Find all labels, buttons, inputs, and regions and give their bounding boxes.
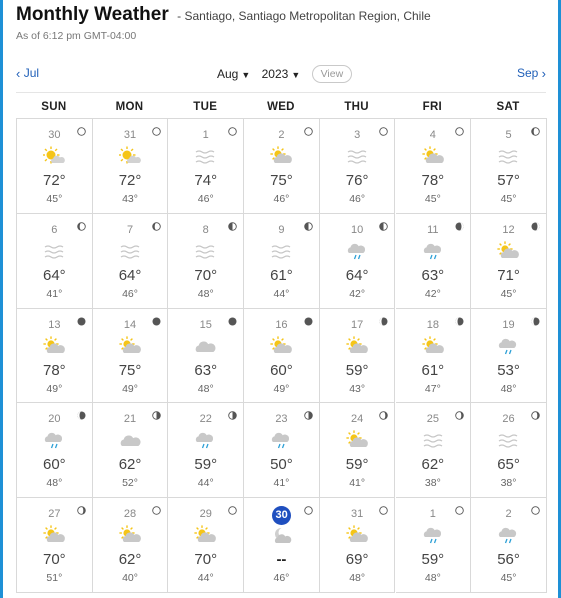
day-cell[interactable]	[93, 309, 169, 404]
month-select-value: Aug	[217, 67, 239, 81]
low-temperature: 41°	[273, 477, 290, 490]
moon-phase-full-icon	[455, 123, 464, 132]
low-temperature: 42°	[349, 287, 366, 300]
low-temperature: 49°	[122, 382, 138, 395]
high-temperature: 56°	[497, 551, 520, 569]
day-date: 28	[123, 508, 137, 521]
low-temperature: 46°	[273, 572, 290, 585]
day-date: 1	[202, 129, 209, 141]
day-date: 21	[123, 413, 137, 426]
low-temperature: 52°	[122, 477, 138, 490]
month-year-selectors	[217, 65, 352, 83]
day-date: 31	[123, 129, 137, 141]
day-date: 6	[51, 223, 58, 236]
year-select[interactable]	[262, 67, 301, 81]
moon-phase-waxing-crescent-icon	[531, 313, 540, 322]
day-date: 20	[48, 413, 61, 426]
moon-phase-full-icon	[152, 123, 161, 132]
high-temperature: 59°	[345, 361, 369, 379]
weather-partly-cloudy-icon	[346, 430, 370, 450]
moon-phase-first-quarter-icon	[228, 407, 237, 416]
next-month-label: Sep	[516, 66, 539, 80]
location-label: - Santiago, Santiago Metropolitan Region, Chile	[177, 9, 431, 23]
high-temperature: 60°	[270, 361, 293, 379]
weather-fog-icon	[194, 241, 218, 261]
high-temperature: 69°	[345, 551, 369, 569]
weekday-header-sat: SAT	[496, 101, 520, 113]
high-temperature: 70°	[43, 551, 66, 569]
low-temperature: 46°	[273, 193, 290, 205]
low-temperature: 45°	[500, 287, 517, 300]
weekday-header-mon: MON	[115, 101, 144, 113]
moon-phase-waxing-crescent-icon	[77, 407, 86, 416]
high-temperature: 59°	[345, 456, 369, 474]
weather-night-cloudy-icon	[270, 525, 294, 545]
high-temperature: 59°	[194, 456, 218, 474]
moon-phase-waxing-gibbous-icon	[379, 407, 388, 416]
high-temperature: 64°	[43, 266, 66, 284]
chevron-right-icon: ›	[541, 66, 546, 81]
day-date: 12	[502, 223, 515, 236]
weekday-header-thu: THU	[344, 101, 369, 113]
high-temperature: 76°	[345, 172, 369, 189]
weather-partly-cloudy-icon	[119, 336, 143, 356]
high-temperature: 72°	[43, 172, 66, 189]
year-select-value: 2023	[261, 67, 289, 81]
weekday-header-tue: TUE	[193, 101, 218, 113]
day-cell[interactable]	[471, 498, 547, 593]
high-temperature: 63°	[194, 361, 218, 379]
day-cell[interactable]	[471, 119, 547, 214]
page-title: Monthly Weather	[16, 4, 169, 25]
day-date: 13	[48, 318, 61, 331]
weather-partly-cloudy-icon	[270, 336, 294, 356]
day-date: 8	[202, 223, 209, 236]
moon-phase-waxing-crescent-icon	[379, 313, 388, 322]
day-cell[interactable]	[471, 214, 547, 309]
low-temperature: 45°	[500, 193, 517, 205]
day-cell[interactable]	[320, 309, 396, 404]
weekday-header-sun: SUN	[41, 101, 67, 113]
moon-phase-full-icon	[379, 123, 388, 132]
low-temperature: 48°	[46, 477, 63, 490]
high-temperature: 70°	[194, 266, 218, 284]
low-temperature: 43°	[349, 382, 366, 395]
day-date: 30	[48, 129, 61, 141]
weather-rain-icon	[497, 336, 521, 356]
day-date: 14	[123, 318, 137, 331]
high-temperature: 64°	[345, 266, 369, 284]
high-temperature: 53°	[497, 361, 520, 379]
low-temperature: 41°	[46, 287, 63, 300]
day-cell[interactable]	[396, 214, 472, 309]
day-cell[interactable]	[93, 498, 169, 593]
day-date: 17	[351, 318, 364, 331]
moon-phase-full-icon	[304, 502, 313, 511]
weather-fog-icon	[346, 146, 370, 166]
low-temperature: 41°	[349, 477, 366, 490]
weather-partly-cloudy-icon	[422, 146, 446, 166]
low-temperature: 44°	[197, 572, 214, 585]
moon-phase-full-icon	[455, 502, 464, 511]
day-cell[interactable]	[168, 309, 244, 404]
day-cell[interactable]	[320, 498, 396, 593]
weather-partly-cloudy-icon	[270, 146, 294, 166]
moon-phase-waning-crescent-icon	[455, 218, 464, 227]
day-date: 26	[502, 413, 515, 426]
day-cell[interactable]	[471, 309, 547, 404]
weather-rain-icon	[422, 241, 446, 261]
weekday-header-row	[16, 92, 546, 117]
high-temperature: 62°	[421, 456, 445, 474]
moon-phase-new-icon	[228, 313, 237, 322]
weather-fog-icon	[119, 241, 143, 261]
moon-phase-waning-gibbous-icon	[77, 218, 86, 227]
low-temperature: 48°	[197, 382, 214, 395]
day-date: 4	[429, 129, 436, 141]
as-of-timestamp: As of 6:12 pm GMT-04:00	[16, 30, 137, 42]
day-date: 11	[427, 223, 439, 236]
day-cell[interactable]	[320, 214, 396, 309]
weather-rain-icon	[346, 241, 370, 261]
day-cell[interactable]	[93, 214, 169, 309]
day-date: 5	[505, 129, 512, 141]
moon-phase-full-icon	[228, 502, 237, 511]
moon-phase-last-quarter-icon	[228, 218, 237, 227]
weather-partly-cloudy-icon	[422, 336, 446, 356]
day-cell[interactable]	[17, 498, 93, 593]
day-cell[interactable]	[244, 214, 320, 309]
moon-phase-full-icon	[304, 123, 313, 132]
high-temperature: 72°	[118, 172, 142, 189]
day-cell[interactable]	[244, 119, 320, 214]
high-temperature: 75°	[270, 172, 293, 189]
view-button[interactable]: View	[312, 65, 353, 83]
day-date: 29	[199, 508, 212, 521]
weather-fog-icon	[194, 146, 218, 166]
day-cell[interactable]	[168, 119, 244, 214]
day-cell[interactable]	[17, 309, 93, 404]
day-date: 18	[426, 318, 439, 331]
high-temperature: 70°	[194, 551, 218, 569]
low-temperature: 38°	[424, 477, 441, 490]
high-temperature: 59°	[421, 551, 445, 569]
day-date: 30	[272, 506, 291, 525]
low-temperature: 44°	[197, 477, 214, 490]
day-date: 2	[278, 129, 285, 141]
day-date: 27	[48, 508, 61, 521]
month-navigation	[16, 62, 546, 86]
day-cell[interactable]	[17, 214, 93, 309]
weather-partly-cloudy-icon	[346, 525, 370, 545]
weather-sunny-icon	[119, 146, 143, 166]
weather-rain-icon	[194, 430, 218, 450]
moon-phase-waxing-gibbous-icon	[77, 502, 86, 511]
moon-phase-waxing-gibbous-icon	[455, 407, 464, 416]
moon-phase-new-icon	[152, 313, 161, 322]
low-temperature: 51°	[46, 572, 63, 585]
weather-fog-icon	[270, 241, 294, 261]
low-temperature: 47°	[424, 382, 441, 395]
moon-phase-last-quarter-icon	[304, 218, 313, 227]
high-temperature: 71°	[497, 266, 520, 284]
high-temperature: 50°	[270, 456, 293, 474]
low-temperature: 48°	[424, 572, 441, 585]
day-date: 19	[502, 318, 515, 331]
weather-sunny-icon	[43, 146, 67, 166]
title-row	[16, 4, 431, 26]
low-temperature: 45°	[46, 193, 63, 205]
low-temperature: 38°	[500, 477, 517, 490]
day-date: 10	[351, 223, 364, 236]
moon-phase-full-icon	[152, 502, 161, 511]
day-date: 9	[278, 223, 285, 236]
day-date: 7	[126, 223, 134, 236]
day-cell[interactable]	[320, 403, 396, 498]
weather-partly-cloudy-icon	[194, 525, 218, 545]
moon-phase-first-quarter-icon	[304, 407, 313, 416]
high-temperature: 64°	[118, 266, 142, 284]
day-date: 2	[505, 508, 512, 521]
next-month-link[interactable]	[517, 66, 546, 81]
day-date: 31	[351, 508, 364, 521]
high-temperature: 78°	[421, 172, 445, 189]
weather-rain-icon	[422, 525, 446, 545]
weather-fog-icon	[497, 146, 521, 166]
moon-phase-waning-gibbous-icon	[152, 218, 161, 227]
weather-partly-cloudy-icon	[43, 336, 67, 356]
high-temperature: 75°	[118, 361, 142, 379]
day-cell-today[interactable]	[244, 498, 320, 593]
day-cell[interactable]	[168, 498, 244, 593]
day-cell[interactable]	[396, 119, 472, 214]
high-temperature: 60°	[43, 456, 66, 474]
moon-phase-full-icon	[379, 502, 388, 511]
moon-phase-waxing-gibbous-icon	[531, 407, 540, 416]
high-temperature: 65°	[497, 456, 520, 474]
moon-phase-full-icon	[228, 123, 237, 132]
window-frame-left	[0, 0, 3, 598]
low-temperature: 46°	[197, 193, 214, 205]
day-date: 3	[354, 129, 361, 141]
weather-partly-cloudy-icon	[497, 241, 521, 261]
moon-phase-waning-crescent-icon	[531, 218, 540, 227]
weather-rain-icon	[497, 525, 521, 545]
day-date: 24	[351, 413, 364, 426]
day-cell[interactable]	[93, 403, 169, 498]
low-temperature: 48°	[349, 572, 366, 585]
chevron-left-icon: ‹	[16, 66, 21, 81]
moon-phase-new-icon	[304, 313, 313, 322]
day-cell[interactable]	[396, 498, 472, 593]
low-temperature: 46°	[122, 287, 138, 300]
moon-phase-last-quarter-icon	[379, 218, 388, 227]
caret-down-icon: ▼	[291, 70, 301, 80]
moon-phase-new-icon	[77, 313, 86, 322]
high-temperature: 63°	[421, 266, 445, 284]
moon-phase-waning-gibbous-icon	[531, 123, 540, 132]
low-temperature: 48°	[197, 287, 214, 300]
high-temperature: 61°	[421, 361, 445, 379]
previous-month-label: Jul	[23, 66, 40, 80]
day-cell[interactable]	[471, 403, 547, 498]
high-temperature: 78°	[43, 361, 66, 379]
low-temperature: 44°	[273, 287, 290, 300]
low-temperature: 45°	[500, 572, 517, 585]
low-temperature: 45°	[424, 193, 441, 205]
day-date: 23	[275, 413, 288, 426]
day-cell[interactable]	[396, 403, 472, 498]
day-cell[interactable]	[396, 309, 472, 404]
day-date: 15	[199, 318, 212, 331]
low-temperature: 43°	[122, 193, 138, 205]
low-temperature: 46°	[349, 193, 366, 205]
day-cell[interactable]	[244, 403, 320, 498]
day-cell[interactable]	[168, 403, 244, 498]
weekday-header-fri: FRI	[422, 101, 443, 113]
weather-cloudy-icon	[194, 336, 218, 356]
weather-partly-cloudy-icon	[119, 525, 143, 545]
weather-cloudy-icon	[119, 430, 143, 450]
high-temperature: 62°	[118, 456, 142, 474]
moon-phase-waxing-crescent-icon	[455, 313, 464, 322]
low-temperature: 49°	[46, 382, 63, 395]
calendar-grid	[16, 118, 547, 593]
weather-partly-cloudy-icon	[346, 336, 370, 356]
day-date: 16	[275, 318, 288, 331]
high-temperature: 62°	[118, 551, 142, 569]
high-temperature: 61°	[270, 266, 293, 284]
low-temperature: 49°	[273, 382, 290, 395]
moon-phase-full-icon	[77, 123, 86, 132]
moon-phase-full-icon	[531, 502, 540, 511]
month-select[interactable]	[217, 67, 250, 81]
day-date: 1	[429, 508, 436, 521]
day-cell[interactable]	[320, 119, 396, 214]
weather-fog-icon	[497, 430, 521, 450]
day-cell[interactable]	[17, 119, 93, 214]
day-cell[interactable]	[168, 214, 244, 309]
high-temperature: 74°	[194, 172, 218, 189]
weather-rain-icon	[43, 430, 67, 450]
day-date: 25	[426, 413, 439, 426]
weather-partly-cloudy-icon	[43, 525, 67, 545]
weather-fog-icon	[422, 430, 446, 450]
day-date: 22	[199, 413, 212, 426]
high-temperature: --	[276, 551, 287, 569]
day-cell[interactable]	[17, 403, 93, 498]
moon-phase-first-quarter-icon	[152, 407, 161, 416]
high-temperature: 57°	[497, 172, 520, 189]
low-temperature: 42°	[424, 287, 441, 300]
day-cell[interactable]	[93, 119, 169, 214]
day-cell[interactable]	[244, 309, 320, 404]
caret-down-icon: ▼	[241, 70, 251, 80]
weather-rain-icon	[270, 430, 294, 450]
previous-month-link[interactable]	[16, 66, 39, 81]
weather-fog-icon	[43, 241, 67, 261]
weekday-header-wed: WED	[267, 101, 295, 113]
low-temperature: 40°	[122, 572, 138, 585]
low-temperature: 48°	[500, 382, 517, 395]
